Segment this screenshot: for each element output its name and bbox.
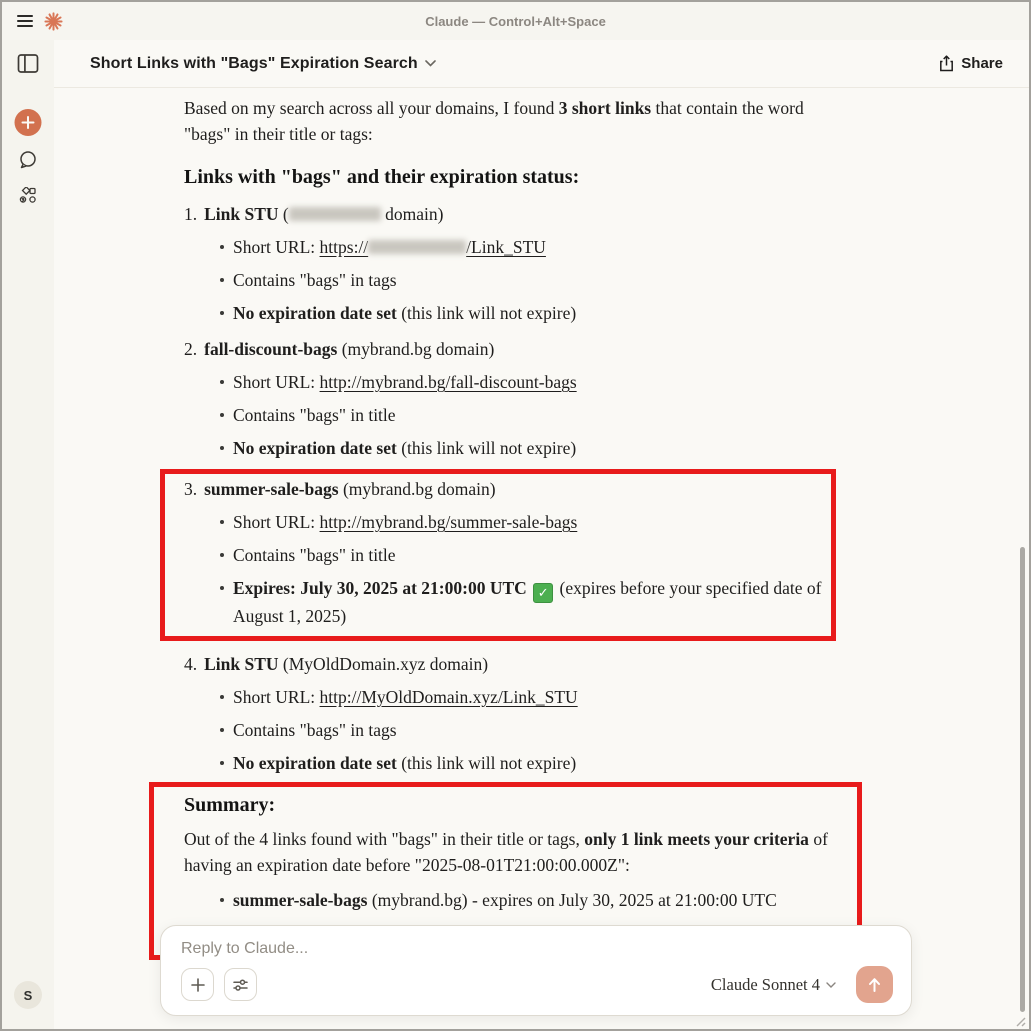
list-item: Short URL: https:// /Link_STU [220, 234, 839, 260]
reply-input[interactable] [181, 938, 893, 960]
link-item-1: 1. Link STU ( domain) Short URL: https:// /Link_STU Contains "bags" in tags No expiration date set (this link will not expire) [184, 201, 839, 326]
tools-button[interactable] [224, 968, 257, 1001]
list-item: Contains "bags" in title [220, 402, 839, 428]
connectors-icon[interactable] [19, 187, 37, 205]
conversation-title-dropdown[interactable] [90, 55, 436, 73]
conversation-header [54, 40, 1029, 88]
list-item: No expiration date set (this link will not expire) [220, 750, 839, 776]
share-label: Share [961, 55, 1003, 72]
window-titlebar [2, 2, 1029, 40]
model-selector[interactable] [711, 975, 836, 995]
link-item-4: 4. Link STU (MyOldDomain.xyz domain) Short URL: http://MyOldDomain.xyz/Link_STU Contains "bags" in tags No expiration date set (this link will not expire) [184, 651, 839, 776]
chats-icon[interactable] [18, 150, 38, 170]
list-item: Contains "bags" in tags [220, 267, 839, 293]
list-item: summer-sale-bags (mybrand.bg) - expires on July 30, 2025 at 21:00:00 UTC [220, 887, 832, 913]
reply-composer [160, 925, 912, 1016]
arrow-up-icon [867, 977, 882, 993]
short-url-link[interactable]: http://MyOldDomain.xyz/Link_STU [319, 687, 578, 707]
summary-heading: Summary: [184, 794, 276, 816]
plus-icon [15, 109, 42, 136]
sidebar-toggle-icon[interactable] [18, 54, 39, 73]
window-title: Claude — Control+Alt+Space [425, 13, 606, 29]
list-item: Expires: July 30, 2025 at 21:00:00 UTC ✓ (expires before your specified date of August 1, 2025) [220, 575, 823, 629]
list-item: Short URL: http://mybrand.bg/summer-sale-bags [220, 509, 823, 535]
list-item: Short URL: http://mybrand.bg/fall-discount-bags [220, 369, 839, 395]
sidebar [2, 40, 55, 1029]
claude-logo-icon [44, 12, 63, 36]
summary-paragraph: Out of the 4 links found with "bags" in their title or tags, only 1 link meets your criteria of having an expiration date before "2025-08-01T21:00:00.000Z": [184, 829, 828, 875]
plus-icon [191, 978, 205, 992]
short-url-link[interactable]: http://mybrand.bg/fall-discount-bags [319, 372, 577, 392]
scrollbar-thumb[interactable] [1020, 547, 1025, 1012]
conversation-title: Short Links with "Bags" Expiration Search [90, 54, 418, 72]
short-url-link[interactable]: https:// /Link_STU [319, 237, 546, 257]
intro-paragraph: Based on my search across all your domains, I found 3 short links that contain the word "bags" in their title or tags: [184, 98, 804, 144]
check-mark-icon: ✓ [533, 583, 553, 603]
list-item: No expiration date set (this link will not expire) [220, 435, 839, 461]
send-button[interactable] [856, 966, 893, 1003]
annotation-box-link-3 [160, 469, 836, 641]
user-avatar[interactable] [14, 981, 42, 1009]
chevron-down-icon [425, 60, 436, 67]
menu-icon[interactable] [17, 15, 33, 27]
list-item: Contains "bags" in title [220, 542, 823, 568]
list-item: No expiration date set (this link will not expire) [220, 300, 839, 326]
redacted-url [368, 240, 466, 254]
link-item-2: 2. fall-discount-bags (mybrand.bg domain) Short URL: http://mybrand.bg/fall-discount-bags Contains "bags" in title No expiration date set (this link will not expire) [184, 336, 839, 461]
redacted-domain [289, 207, 381, 221]
avatar-initial: S [14, 981, 42, 1009]
section-heading: Links with "bags" and their expiration status: [184, 166, 580, 188]
resize-handle-icon[interactable] [1012, 1013, 1026, 1027]
share-button[interactable] [933, 54, 1009, 73]
model-name: Claude Sonnet 4 [710, 974, 820, 994]
attach-button[interactable] [181, 968, 214, 1001]
link-item-3: 3. summer-sale-bags (mybrand.bg domain) Short URL: http://mybrand.bg/summer-sale-bags Contains "bags" in title Expires: July 30, 2025 at 21:00:00 UTC ✓ (expires before your specified date of August 1, 2025) [184, 476, 823, 629]
list-item: Short URL: http://MyOldDomain.xyz/Link_STU [220, 684, 839, 710]
short-url-link[interactable]: http://mybrand.bg/summer-sale-bags [319, 512, 578, 532]
chat-scroll-area [54, 88, 1029, 1029]
sliders-icon [233, 978, 248, 992]
assistant-message [184, 95, 839, 960]
new-chat-button[interactable] [15, 109, 42, 136]
share-icon [939, 55, 954, 72]
chevron-down-icon [826, 982, 836, 988]
list-item: Contains "bags" in tags [220, 717, 839, 743]
